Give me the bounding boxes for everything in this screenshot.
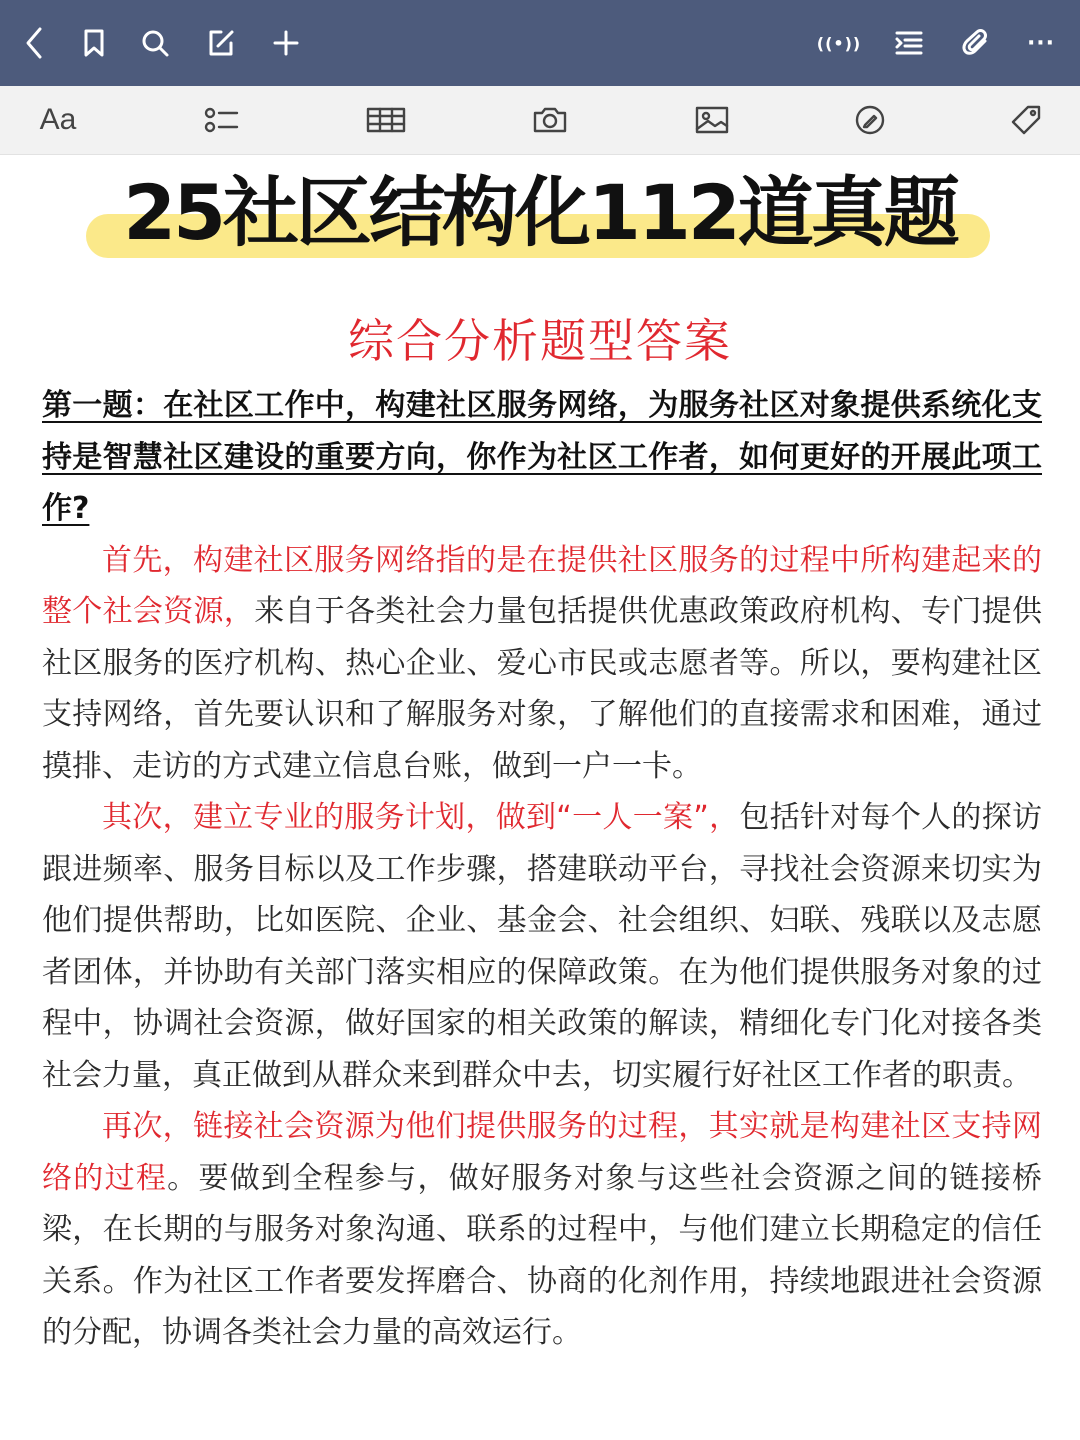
page-title: 25社区结构化112道真题 bbox=[123, 168, 957, 257]
paragraph-text: 来自于各类社会力量包括提供优惠政策政府机构、专门提供社区服务的医疗机构、热心企业、爱心市民或志愿者等。所以，要构建社区支持网络，首先要认识和了解服务对象，了解他们的直接需求和困难，通过摸排、走访的方式建立信息台账，做到一户一卡。 bbox=[42, 594, 1042, 784]
add-icon[interactable] bbox=[265, 22, 307, 64]
paragraph-text: 。要做到全程参与，做好服务对象与这些社会资源之间的链接桥梁，在长期的与服务对象沟通、联系的过程中，与他们建立长期稳定的信任关系。作为社区工作者要发挥磨合、协商的化剂作用，持续地跟进社会资源的分配，协调各类社会力量的高效运行。 bbox=[42, 1160, 1043, 1350]
camera-icon[interactable] bbox=[528, 100, 572, 140]
checklist-icon[interactable] bbox=[200, 100, 244, 140]
text-style-button[interactable] bbox=[34, 100, 82, 140]
more-label: ··· bbox=[1026, 30, 1056, 56]
bookmark-icon[interactable] bbox=[73, 22, 115, 64]
note-content[interactable] bbox=[42, 380, 1042, 1359]
table-icon[interactable] bbox=[364, 100, 408, 140]
answer-paragraph-1 bbox=[42, 535, 1042, 793]
page-subtitle: 综合分析题型答案 bbox=[348, 314, 732, 368]
paragraph-text: 包括针对每个人的探访跟进频率、服务目标以及工作步骤，搭建联动平台，寻找社会资源来切实为他们提供帮助，比如医院、企业、基金会、社会组织、妇联、残联以及志愿者团体，并协助有关部门落实相应的保障政策。在为他们提供服务对象的过程中，协调社会资源，做好国家的相关政策的解读，精细化专门化对接各类社会力量，真正做到从群众来到群众中去，切实履行好社区工作者的职责。 bbox=[42, 800, 1042, 1093]
pen-icon[interactable] bbox=[848, 100, 892, 140]
paragraph-highlight: 其次，建立专业的服务计划，做到“一人一案”， bbox=[102, 800, 740, 835]
text-style-icon: Aa bbox=[39, 103, 77, 136]
paragraph-highlight: 首先，构建社区服务网络指的是在提供社区服务的过程中所构建起来的整个社会资源， bbox=[42, 542, 1042, 629]
broadcast-icon[interactable] bbox=[812, 22, 866, 64]
edit-icon[interactable] bbox=[200, 22, 242, 64]
image-icon[interactable] bbox=[690, 100, 734, 140]
broadcast-label: ((•)) bbox=[816, 33, 862, 53]
more-icon[interactable] bbox=[1020, 22, 1062, 64]
attachment-icon[interactable] bbox=[955, 22, 997, 64]
paragraph-highlight: 再次，链接社会资源为他们提供服务的过程，其实就是构建社区支持网络的过程 bbox=[42, 1109, 1042, 1196]
tag-icon[interactable] bbox=[1004, 100, 1048, 140]
question-text: 第一题：在社区工作中，构建社区服务网络，为服务社区对象提供系统化支持是智慧社区建设的重要方向，你作为社区工作者，如何更好的开展此项工作? bbox=[42, 388, 1042, 526]
answer-paragraph-3 bbox=[42, 1101, 1042, 1359]
outline-icon[interactable] bbox=[888, 22, 930, 64]
top-nav-bar bbox=[0, 0, 1080, 86]
answer-paragraph-2 bbox=[42, 792, 1042, 1101]
title-block bbox=[80, 166, 1000, 266]
search-icon[interactable] bbox=[134, 22, 176, 64]
editor-toolbar bbox=[0, 86, 1080, 155]
back-icon[interactable] bbox=[14, 22, 56, 64]
